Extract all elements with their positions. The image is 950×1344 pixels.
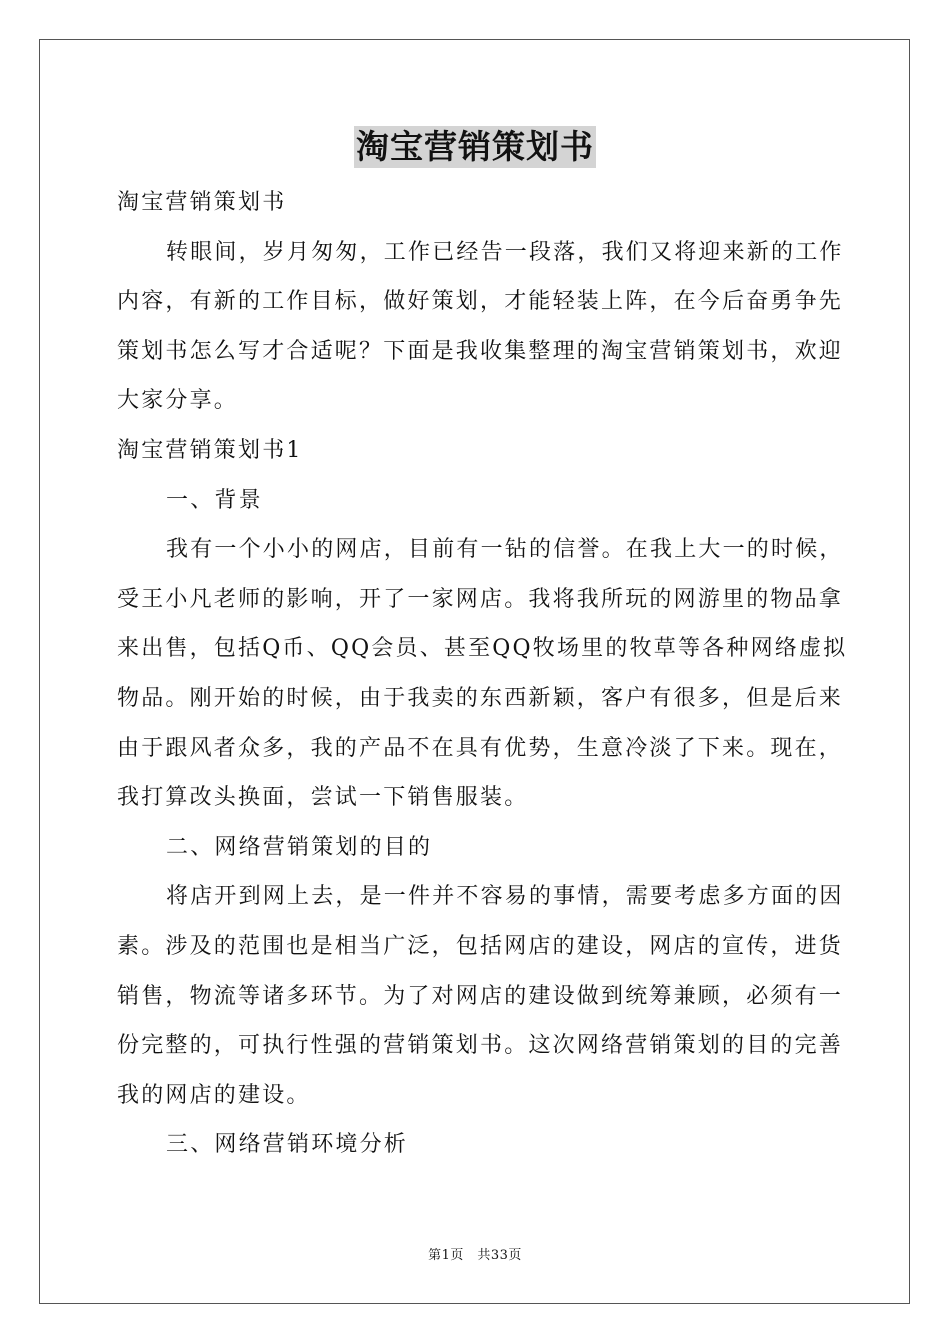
- paragraph-line: 将店开到网上去，是一件并不容易的事情，需要考虑多方面的因: [166, 884, 844, 910]
- page-footer: [0, 1246, 950, 1266]
- paragraph-line: 销售，物流等诸多环节。为了对网店的建设做到统筹兼顾，必须有一: [117, 983, 844, 1009]
- paragraph-line: 转眼间，岁月匆匆，工作已经告一段落，我们又将迎来新的工作: [166, 239, 844, 265]
- paragraph-line: 物品。刚开始的时候，由于我卖的东西新颖，客户有很多，但是后来: [117, 685, 844, 711]
- paragraph-line: 素。涉及的范围也是相当广泛，包括网店的建设，网店的宣传，进货: [117, 933, 844, 959]
- paragraph-line: 来出售，包括Q币、QQ会员、甚至QQ牧场里的牧草等各种网络虚拟: [117, 636, 848, 662]
- subsection-heading: 一、背景: [166, 487, 263, 513]
- title-container: [0, 126, 950, 168]
- page-number: 第1页 共33页: [428, 1248, 522, 1263]
- subsection-heading: 二、网络营销策划的目的: [166, 834, 433, 860]
- document-title: 淘宝营销策划书: [356, 127, 594, 166]
- paragraph-line: 我的网店的建设。: [117, 1082, 311, 1108]
- subsection-heading: 三、网络营销环境分析: [166, 1132, 409, 1158]
- paragraph-line: 我有一个小小的网店，目前有一钻的信誉。在我上大一的时候，: [166, 537, 844, 563]
- document-body: [117, 178, 848, 1170]
- paragraph-line: 我打算改头换面，尝试一下销售服装。: [117, 785, 529, 811]
- paragraph-line: 份完整的，可执行性强的营销策划书。这次网络营销策划的目的完善: [117, 1033, 844, 1059]
- paragraph-line: 策划书怎么写才合适呢？下面是我收集整理的淘宝营销策划书，欢迎: [117, 338, 844, 364]
- paragraph-line: 内容，有新的工作目标，做好策划，才能轻装上阵，在今后奋勇争先: [117, 289, 844, 315]
- section-heading: 淘宝营销策划书1: [117, 437, 303, 463]
- paragraph-line: 受王小凡老师的影响，开了一家网店。我将我所玩的网游里的物品拿: [117, 586, 844, 612]
- paragraph-line: 大家分享。: [117, 388, 239, 414]
- subtitle-line: 淘宝营销策划书: [117, 190, 287, 215]
- paragraph-line: 由于跟风者众多，我的产品不在具有优势，生意冷淡了下来。现在，: [117, 735, 844, 761]
